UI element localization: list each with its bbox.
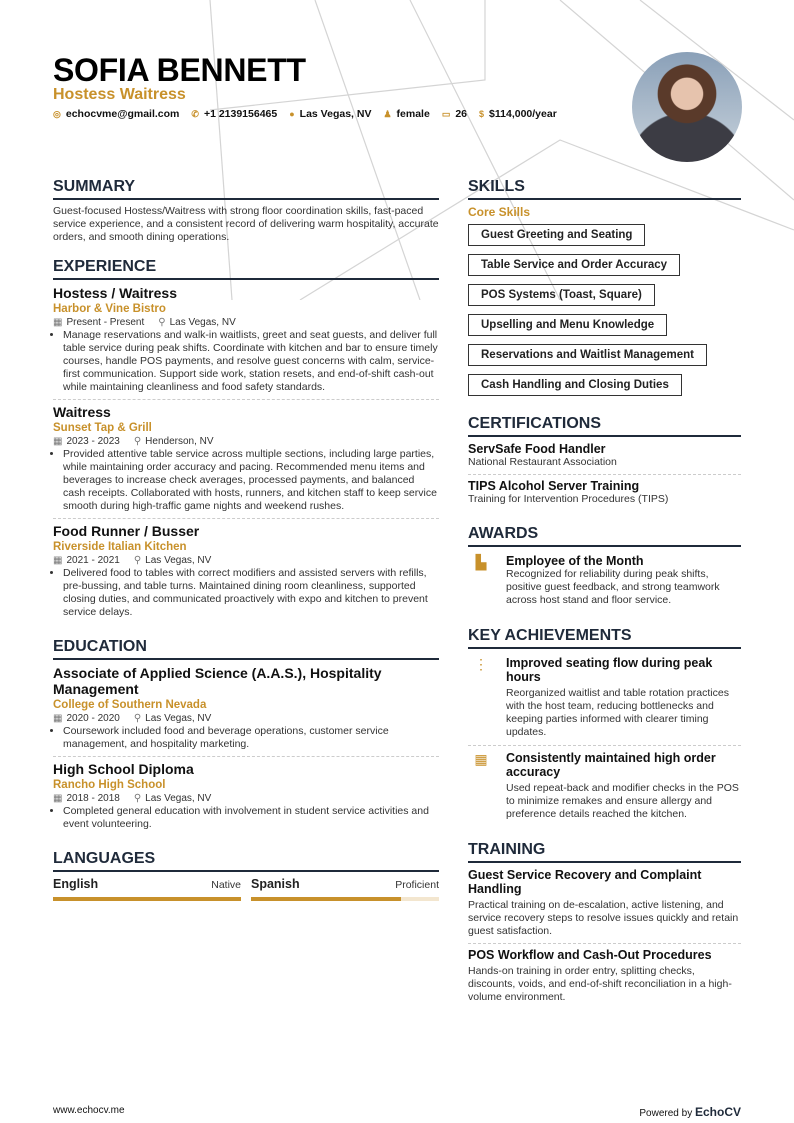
achievement-item: ▦ Consistently maintained high order accuracy Used repeat-back and modifier checks in the POS to minimize remakes and ensure allergy and preference details reached the kitchen. <box>468 749 741 827</box>
contact-location: ● Las Vegas, NV <box>289 108 372 120</box>
dates: ▦ 2018 - 2018 <box>53 793 120 804</box>
contact-gender: ♟ female <box>383 108 430 120</box>
experience-item <box>53 285 439 400</box>
section-heading: EXPERIENCE <box>53 258 439 280</box>
role-title: Hostess / Waitress <box>53 285 177 301</box>
section-heading: AWARDS <box>468 525 741 547</box>
contact-salary: $ $114,000/year <box>479 108 557 120</box>
awards-section <box>468 525 741 613</box>
language-item: English Native <box>53 877 241 901</box>
document-chart-icon: ▙ <box>475 554 487 570</box>
dates: ▦ Present - Present <box>53 317 145 328</box>
dates: ▦ 2023 - 2023 <box>53 436 120 447</box>
bullet: • Delivered food to tables with correct modifiers and assisted servers with refills, pre-bussing, and table turns. Maintained dining room cleanliness, supported closing duties, and communicated proactively with expo and kitchen to prevent service delays. <box>63 567 439 619</box>
location: ⚲ Las Vegas, NV <box>133 713 212 724</box>
contact-email[interactable]: ◎ echocvme@gmail.com <box>53 108 180 120</box>
section-heading: KEY ACHIEVEMENTS <box>468 627 741 649</box>
calendar-icon: ▭ <box>441 109 451 119</box>
candidate-name: SOFIA BENNETT <box>53 52 306 88</box>
summary-section <box>53 178 439 244</box>
skill-tag: POS Systems (Toast, Square) <box>468 284 655 306</box>
organization: Harbor & Vine Bistro <box>53 303 166 315</box>
education-section <box>53 638 439 836</box>
location: ⚲ Las Vegas, NV <box>158 317 236 328</box>
section-heading: EDUCATION <box>53 638 439 660</box>
location: ⚲ Las Vegas, NV <box>133 793 212 804</box>
location-icon: ⚲ <box>133 713 142 724</box>
section-heading: CERTIFICATIONS <box>468 415 741 437</box>
skill-tag: Cash Handling and Closing Duties <box>468 374 682 396</box>
footer-website[interactable]: www.echocv.me <box>53 1105 125 1116</box>
location-icon: ⚲ <box>133 436 142 447</box>
training-item: POS Workflow and Cash-Out Procedures Hands-on training in order entry, splitting checks, discounts, voids, and end-of-shift reconciliation in a high-volume environment. <box>468 948 732 1003</box>
organization: College of Southern Nevada <box>53 699 207 711</box>
building-icon: ▦ <box>474 751 488 767</box>
location-icon: ⚲ <box>133 793 142 804</box>
languages-section <box>53 850 439 901</box>
bullet: • Coursework included food and beverage operations, customer service management, and hospitality marketing. <box>63 725 439 751</box>
location: ⚲ Henderson, NV <box>133 436 214 447</box>
language-item: Spanish Proficient <box>251 877 439 901</box>
skills-section <box>468 178 741 401</box>
bullet: • Provided attentive table service across multiple sections, including large parties, while maintaining order accuracy and pacing. Recommended menu items and beverages to increase check averages, processed payments, and balanced cash receipts. Collaborated with hosts, runners, and kitchen staff to keep service smooth during high-traffic game nights and weekend rushes. <box>63 448 439 513</box>
experience-item <box>53 404 439 519</box>
organization: Riverside Italian Kitchen <box>53 541 187 553</box>
footer-powered-by[interactable]: Powered by EchoCV <box>639 1105 741 1119</box>
achievements-section <box>468 627 741 827</box>
summary-text: Guest-focused Hostess/Waitress with strong floor coordination skills, fast-paced service experience, and a consistent record of delivering warm hospitality, accurate orders, and smooth dining operations. <box>53 205 439 243</box>
certification-item: ServSafe Food Handler National Restaurant Association <box>468 442 741 475</box>
job-title: Hostess Waitress <box>53 86 186 103</box>
contact-phone[interactable]: ✆ +1 2139156465 <box>191 108 278 120</box>
location-icon: ⚲ <box>158 317 166 328</box>
phone-icon: ✆ <box>191 109 199 119</box>
skill-tag: Guest Greeting and Seating <box>468 224 645 246</box>
training-item: Guest Service Recovery and Complaint Handling Practical training on de-escalation, active listening, and service recovery steps to resolve issues quickly and retain guest satisfaction. <box>468 868 741 944</box>
location: ⚲ Las Vegas, NV <box>133 555 212 566</box>
dates: ▦ 2020 - 2020 <box>53 713 120 724</box>
skills-subheading: Core Skills <box>468 205 531 219</box>
calendar-icon: ▦ <box>53 317 63 328</box>
calendar-icon: ▦ <box>53 555 63 566</box>
contact-list <box>53 108 557 120</box>
dates: ▦ 2021 - 2021 <box>53 555 120 566</box>
proficiency-bar <box>53 897 241 901</box>
proficiency-bar <box>251 897 439 901</box>
bullet: • Manage reservations and walk-in waitlists, greet and seat guests, and deliver full table service during peak shifts. Coordinate with kitchen and bar to ensure timely courses, handle POS payments, and resolve guest concerns with calm, service-first communication. Support side work, station resets, and end-of-shift cash-out while maintaining cleanliness and food safety standards. <box>63 329 439 394</box>
section-heading: LANGUAGES <box>53 850 439 872</box>
section-heading: SUMMARY <box>53 178 439 200</box>
bullet: • Completed general education with involvement in student service activities and event volunteering. <box>63 805 439 831</box>
role-title: Food Runner / Busser <box>53 523 200 539</box>
role-title: Waitress <box>53 404 111 420</box>
role-title: High School Diploma <box>53 761 194 777</box>
location-icon: ⚲ <box>133 555 142 566</box>
money-icon: $ <box>479 109 485 119</box>
person-icon: ♟ <box>383 109 392 119</box>
skill-tag: Upselling and Menu Knowledge <box>468 314 667 336</box>
contact-age: ▭ 26 <box>441 108 468 120</box>
section-heading: TRAINING <box>468 841 741 863</box>
certifications-section <box>468 415 741 511</box>
experience-section <box>53 258 439 624</box>
education-item <box>53 761 439 836</box>
proficiency-fill <box>251 897 401 901</box>
certification-item: TIPS Alcohol Server Training Training for Intervention Procedures (TIPS) <box>468 479 669 505</box>
education-item <box>53 665 439 757</box>
calendar-icon: ▦ <box>53 713 63 724</box>
at-icon: ◎ <box>53 109 61 119</box>
training-section <box>468 841 741 1009</box>
achievement-item: ⋮ Improved seating flow during peak hours Reorganized waitlist and table rotation practices with the host team, reducing bottlenecks and keeping parties informed with clearer timing updates. <box>468 654 741 746</box>
dots-vertical-icon: ⋮ <box>474 656 488 672</box>
experience-item <box>53 523 439 624</box>
calendar-icon: ▦ <box>53 436 63 447</box>
award-item: ▙ Employee of the Month Recognized for reliability during peak shifts, positive guest feedback, and strong teamwork across host stand and floor service. <box>468 552 741 613</box>
proficiency-fill <box>53 897 241 901</box>
calendar-icon: ▦ <box>53 793 63 804</box>
skill-tag: Table Service and Order Accuracy <box>468 254 680 276</box>
skill-tag: Reservations and Waitlist Management <box>468 344 707 366</box>
profile-photo <box>632 52 742 162</box>
section-heading: SKILLS <box>468 178 741 200</box>
organization: Sunset Tap & Grill <box>53 422 152 434</box>
role-title: Associate of Applied Science (A.A.S.), Hospitality Management <box>53 665 382 697</box>
organization: Rancho High School <box>53 779 166 791</box>
location-icon: ● <box>289 109 295 119</box>
